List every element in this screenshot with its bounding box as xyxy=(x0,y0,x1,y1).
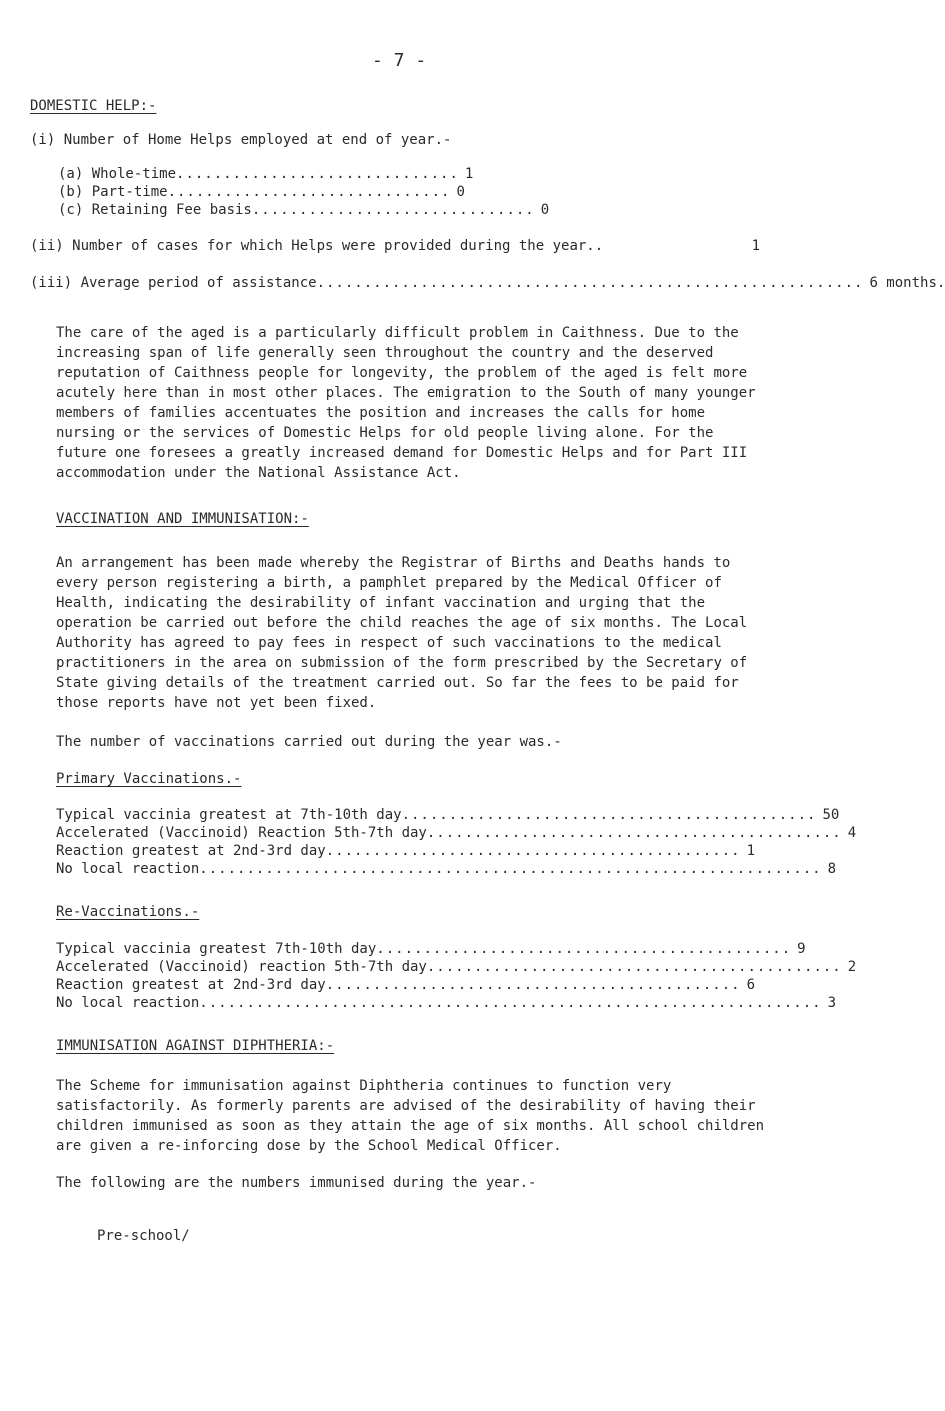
row-label: Accelerated (Vaccinoid) Reaction 5th-7th day xyxy=(56,825,427,841)
primary-row xyxy=(56,860,837,878)
continued-footer: Pre-school/ xyxy=(97,1228,190,1244)
spacer xyxy=(603,237,745,255)
item-label: (a) Whole-time xyxy=(58,166,177,182)
item-row xyxy=(58,183,465,201)
row-value: 1 xyxy=(746,843,756,859)
dot-leader: .................................................................. xyxy=(199,861,822,877)
dot-leader: .................................................................. xyxy=(199,995,822,1011)
row-label: No local reaction xyxy=(56,861,200,877)
dot-leader: ............................................ xyxy=(325,843,741,859)
row-label: Typical vaccinia greatest 7th-10th day xyxy=(56,941,377,957)
row-value: 3 xyxy=(827,995,837,1011)
revacc-row xyxy=(56,976,756,994)
row-value: 8 xyxy=(827,861,837,877)
revacc-row xyxy=(56,958,857,976)
row-label: Reaction greatest at 2nd-3rd day xyxy=(56,843,326,859)
item-label: (c) Retaining Fee basis xyxy=(58,202,252,218)
primary-row xyxy=(56,806,840,824)
vaccination-count-line: The number of vaccinations carried out during the year was.- xyxy=(56,734,562,750)
dot-leader: .......................................................... xyxy=(316,275,864,291)
dot-leader: .............................. xyxy=(251,202,535,218)
row-value: 2 xyxy=(847,959,857,975)
primary-row xyxy=(56,842,756,860)
item-value: 0 xyxy=(540,202,550,218)
row-label: Reaction greatest at 2nd-3rd day xyxy=(56,977,326,993)
row-value: 4 xyxy=(847,825,857,841)
domestic-help-heading: DOMESTIC HELP:- xyxy=(30,98,157,114)
q2-row xyxy=(30,237,760,255)
item-row xyxy=(58,165,474,183)
row-value: 9 xyxy=(797,941,806,957)
dot-leader: ............................................ xyxy=(426,825,842,841)
row-label: Accelerated (Vaccinoid) reaction 5th-7th day xyxy=(56,959,427,975)
item-label: (b) Part-time xyxy=(58,184,168,200)
revacc-row xyxy=(56,940,806,958)
primary-row xyxy=(56,824,857,842)
page-number: - 7 - xyxy=(372,50,427,71)
following-line: The following are the numbers immunised during the year.- xyxy=(56,1175,537,1191)
item-value: 0 xyxy=(456,184,465,200)
item-value: 1 xyxy=(464,166,474,182)
dot-leader: ............................................ xyxy=(426,959,842,975)
dot-leader: ............................................ xyxy=(376,941,792,957)
primary-vaccinations-heading: Primary Vaccinations.- xyxy=(56,771,242,787)
row-value: 50 xyxy=(822,807,840,823)
vaccination-heading: VACCINATION AND IMMUNISATION:- xyxy=(56,511,309,527)
item-row xyxy=(58,201,550,219)
row-label: Typical vaccinia greatest at 7th-10th day xyxy=(56,807,402,823)
dot-leader: ............................................ xyxy=(325,977,741,993)
q1-label: (i) Number of Home Helps employed at end of year.- xyxy=(30,132,452,148)
row-label: No local reaction xyxy=(56,995,200,1011)
q3-row xyxy=(30,274,945,292)
diphtheria-heading: IMMUNISATION AGAINST DIPHTHERIA:- xyxy=(56,1038,335,1054)
q2-label: (ii) Number of cases for which Helps were provided during the year.. xyxy=(30,238,604,254)
revaccinations-heading: Re-Vaccinations.- xyxy=(56,904,200,920)
q2-value: 1 xyxy=(751,238,760,254)
q3-value: 6 months. xyxy=(869,275,945,291)
diphtheria-paragraph: The Scheme for immunisation against Diphtheria continues to function very satisfactorily. As formerly parents are advised of the desirability of having their children immunised as soon as they attain the age of six months. All school children are given a re-inforcing dose by the School Medical Officer. xyxy=(56,1078,765,1154)
dot-leader: .............................. xyxy=(176,166,459,182)
aged-care-paragraph: The care of the aged is a particularly difficult problem in Caithness. Due to the increasing span of life generally seen throughout the country and the deserved reputation of Caithness people for longevity, the problem of the aged is felt more acutely here than in most other places. The emigration to the South of many younger members of families accentuates the position and increases the calls for home nursing or the services of Domestic Helps for old people living alone. For the future one foresees a greatly increased demand for Domestic Helps and for Part III accommodation under the National Assistance Act. xyxy=(56,325,756,481)
q3-label: (iii) Average period of assistance xyxy=(30,275,317,291)
revacc-row xyxy=(56,994,837,1012)
dot-leader: ............................................ xyxy=(401,807,817,823)
row-value: 6 xyxy=(746,977,756,993)
vaccination-paragraph: An arrangement has been made whereby the Registrar of Births and Deaths hands to every person registering a birth, a pamphlet prepared by the Medical Officer of Health, indicating the desirability of infant vaccination and urging that the operation be carried out before the child reaches the age of six months. The Local Authority has agreed to pay fees in respect of such vaccinations to the medical practitioners in the area on submission of the form prescribed by the Secretary of State giving details of the treatment carried out. So far the fees to be paid for those reports have not yet been fixed. xyxy=(56,555,748,711)
dot-leader: .............................. xyxy=(167,184,451,200)
